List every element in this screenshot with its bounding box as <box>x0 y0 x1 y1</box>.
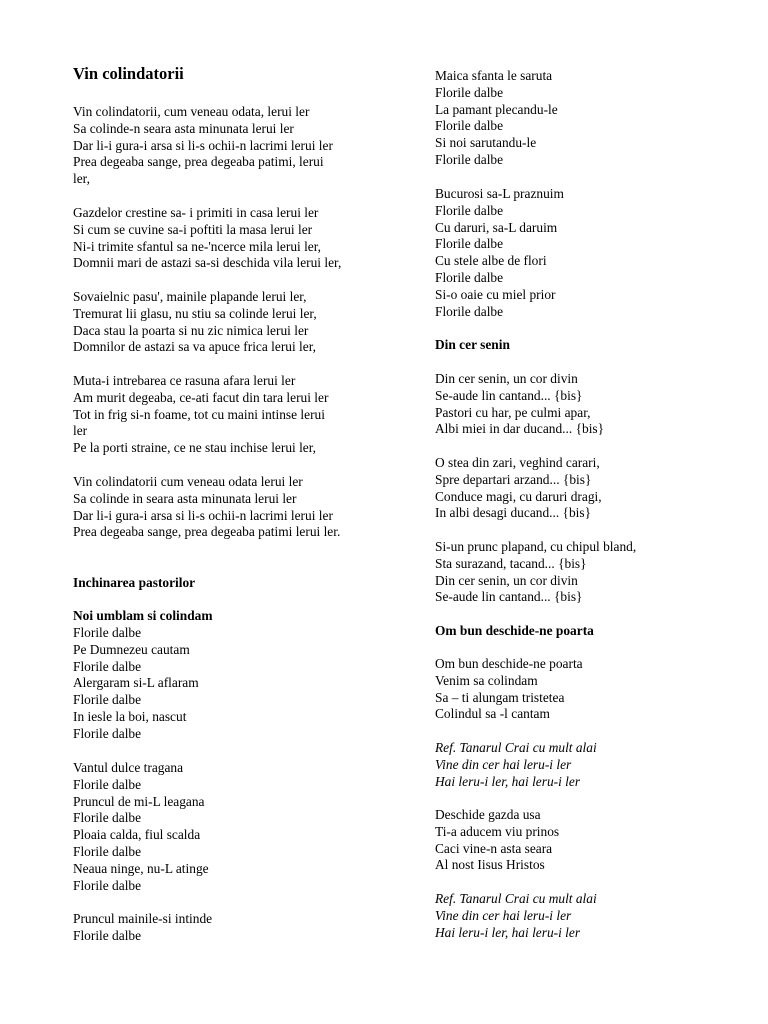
verse-line: Hai leru-i ler, hai leru-i ler <box>435 924 581 940</box>
verse-line: Florile dalbe <box>435 269 504 285</box>
stanza <box>435 455 602 522</box>
verse-line: Spre departari arzand... {bis} <box>435 471 592 487</box>
verse-line: Maica sfanta le saruta <box>435 68 553 83</box>
stanza <box>435 656 583 723</box>
verse-line: Se-aude lin cantand... {bis} <box>435 387 583 403</box>
verse-line: Florile dalbe <box>73 658 142 674</box>
verse-line: Florile dalbe <box>73 877 142 893</box>
verse-line: Vin colindatorii cum veneau odata lerui ler <box>73 474 303 489</box>
verse-line: Sta surazand, tacand... {bis} <box>435 555 587 571</box>
verse-line: Colindul sa -l cantam <box>435 706 550 722</box>
verse-line: Dar li-i gura-i arsa si li-s ochii-n lacrimi lerui ler <box>73 507 333 523</box>
verse-line: Bucurosi sa-L praznuim <box>435 186 564 201</box>
verse-line: Domnilor de astazi sa va apuce frica lerui ler, <box>73 339 316 355</box>
stanza <box>73 289 317 356</box>
verse-line: Pe Dumnezeu cautam <box>73 641 190 657</box>
verse-line: Albi miei in dar ducand... {bis} <box>435 421 605 437</box>
verse-line: Deschide gazda usa <box>435 807 541 822</box>
verse-line: Am murit degeaba, ce-ati facut din tara lerui ler <box>73 389 329 405</box>
verse-line: La pamant plecandu-le <box>435 101 558 117</box>
verse-line: Alergaram si-L aflaram <box>73 675 199 691</box>
verse-line: Florile dalbe <box>435 303 504 319</box>
verse-line: Muta-i intrebarea ce rasuna afara lerui ler <box>73 373 296 388</box>
verse-line: Tot in frig si-n foame, tot cu maini intinse lerui <box>73 406 325 422</box>
verse-line: Ni-i trimite sfantul sa ne-'ncerce mila lerui ler, <box>73 238 322 254</box>
verse-line: Cu stele albe de flori <box>435 253 547 269</box>
stanza <box>73 625 199 743</box>
verse-line: Florile dalbe <box>435 236 504 252</box>
verse-line: Florile dalbe <box>73 843 142 859</box>
stanza <box>435 807 559 874</box>
stanza <box>435 539 636 606</box>
verse-line: Daca stau la poarta si nu zic nimica lerui ler <box>73 322 309 338</box>
verse-line: Om bun deschide-ne poarta <box>435 656 583 671</box>
verse-line: Cu daruri, sa-L daruim <box>435 219 558 235</box>
verse-line: Pastori cu har, pe culmi apar, <box>435 404 591 420</box>
verse-line: Florile dalbe <box>435 118 504 134</box>
refrain <box>435 891 597 941</box>
verse-line: Domnii mari de astazi sa-si deschida vila lerui ler, <box>73 255 342 271</box>
verse-line: Vine din cer hai leru-i ler <box>435 907 572 923</box>
stanza <box>435 371 604 438</box>
verse-line: Florile dalbe <box>435 202 504 218</box>
song-title-vin-colindatorii: Vin colindatorii <box>73 64 184 83</box>
verse-line: Ploaia calda, fiul scalda <box>73 827 201 843</box>
verse-line: O stea din zari, veghind carari, <box>435 455 600 470</box>
verse-line: Ref. Tanarul Crai cu mult alai <box>435 891 597 906</box>
verse-line: Pruncul de mi-L leagana <box>73 793 205 809</box>
verse-line: Florile dalbe <box>73 625 142 640</box>
verse-line: Hai leru-i ler, hai leru-i ler <box>435 773 581 789</box>
verse-line: Dar li-i gura-i arsa si li-s ochii-n lacrimi lerui ler <box>73 137 333 153</box>
verse-line: Al nost Iisus Hristos <box>435 857 545 873</box>
verse-line: ler <box>73 423 88 439</box>
verse-line: Caci vine-n asta seara <box>435 840 553 856</box>
verse-line: Florile dalbe <box>73 776 142 792</box>
stanza <box>73 205 341 272</box>
verse-line: ler, <box>73 171 90 187</box>
verse-line: In iesle la boi, nascut <box>73 708 187 724</box>
stanza <box>435 186 564 320</box>
section-title: Inchinarea pastorilor <box>73 575 196 590</box>
verse-line: Conduce magi, cu daruri dragi, <box>435 488 602 504</box>
stanza <box>73 373 328 457</box>
stanza <box>73 760 209 894</box>
refrain <box>435 740 597 790</box>
verse-line: Se-aude lin cantand... {bis} <box>435 589 583 605</box>
verse-line: Florile dalbe <box>73 725 142 741</box>
verse-line: Prea degeaba sange, prea degeaba patimi lerui ler. <box>73 524 341 540</box>
verse-line: Tremurat lii glasu, nu stiu sa colinde lerui ler, <box>73 305 317 321</box>
verse-line: Si-o oaie cu miel prior <box>435 286 556 302</box>
verse-line: Vantul dulce tragana <box>73 760 184 775</box>
song-title-om-bun: Om bun deschide-ne poarta <box>435 623 594 638</box>
verse-line: Si-un prunc plapand, cu chipul bland, <box>435 539 637 554</box>
verse-line: Sa colinde-n seara asta minunata lerui ler <box>73 120 294 136</box>
stanza <box>435 68 558 169</box>
stanza <box>73 104 333 188</box>
verse-line: Florile dalbe <box>435 84 504 100</box>
verse-line: Florile dalbe <box>73 810 142 826</box>
verse-line: Gazdelor crestine sa- i primiti in casa lerui ler <box>73 205 319 220</box>
stanza <box>73 474 340 541</box>
verse-line: Florile dalbe <box>73 927 142 943</box>
verse-line: Sa colinde in seara asta minunata lerui ler <box>73 490 297 506</box>
verse-line: Venim sa colindam <box>435 672 538 688</box>
verse-line: Si cum se cuvine sa-i poftiti la masa lerui ler <box>73 221 313 237</box>
verse-line: Pruncul mainile-si intinde <box>73 911 213 926</box>
verse-line: Vin colindatorii, cum veneau odata, lerui ler <box>73 104 310 119</box>
verse-line: In albi desagi ducand... {bis} <box>435 505 592 521</box>
stanza <box>73 911 212 945</box>
verse-line: Ref. Tanarul Crai cu mult alai <box>435 740 597 755</box>
verse-line: Si noi sarutandu-le <box>435 135 537 151</box>
song-title-noi-umblam: Noi umblam si colindam <box>73 608 213 623</box>
verse-line: Ti-a aducem viu prinos <box>435 823 560 839</box>
verse-line: Vine din cer hai leru-i ler <box>435 756 572 772</box>
verse-line: Sovaielnic pasu', mainile plapande lerui ler, <box>73 289 307 304</box>
verse-line: Neaua ninge, nu-L atinge <box>73 860 209 876</box>
verse-line: Prea degeaba sange, prea degeaba patimi, lerui <box>73 154 324 170</box>
verse-line: Florile dalbe <box>73 692 142 708</box>
verse-line: Pe la porti straine, ce ne stau inchise lerui ler, <box>73 440 317 456</box>
verse-line: Din cer senin, un cor divin <box>435 371 578 386</box>
verse-line: Sa – ti alungam tristetea <box>435 689 565 705</box>
verse-line: Din cer senin, un cor divin <box>435 572 578 588</box>
verse-line: Florile dalbe <box>435 151 504 167</box>
song-title-din-cer-senin: Din cer senin <box>435 337 510 352</box>
